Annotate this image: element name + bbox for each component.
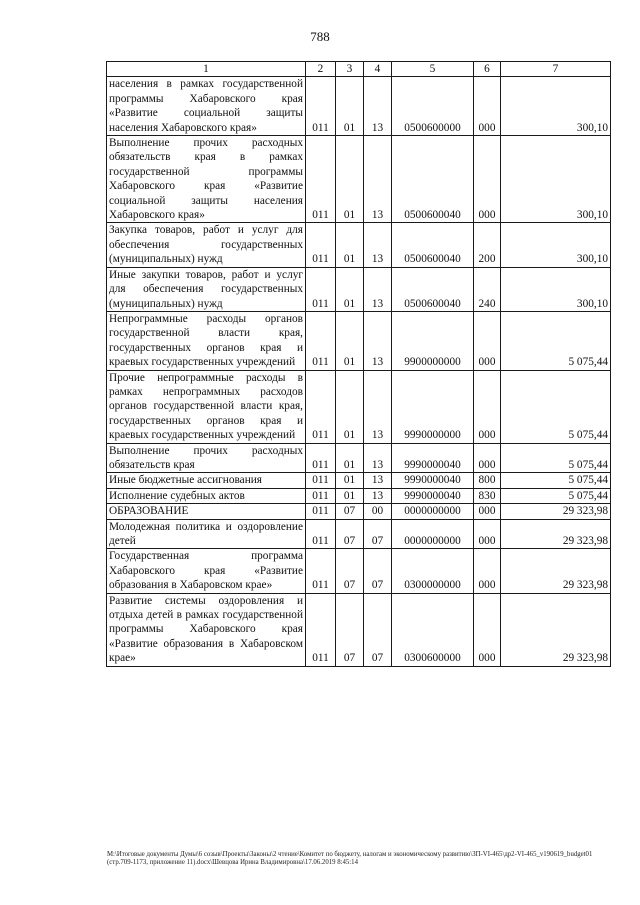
row-amount: 29 323,98 [501,593,611,666]
row-expense-type: 000 [474,443,501,473]
row-target-article: 0300600000 [392,593,474,666]
row-target-article: 0500600040 [392,267,474,311]
row-ved-code: 011 [306,549,336,593]
row-subsection: 13 [364,77,392,136]
table-row [107,136,611,223]
table-row [107,267,611,311]
row-ved-code: 011 [306,136,336,223]
row-ved-code: 011 [306,488,336,503]
row-target-article: 9900000000 [392,311,474,370]
row-name: Непрограммные расходы органов государственной власти края, государственных органов края и краевых государственных учреждений [107,311,306,370]
table-row [107,311,611,370]
row-target-article: 9990000040 [392,443,474,473]
row-section: 01 [336,136,364,223]
table-row [107,504,611,519]
budget-table [106,61,611,667]
row-ved-code: 011 [306,504,336,519]
row-subsection: 13 [364,311,392,370]
table-row [107,519,611,549]
row-expense-type: 000 [474,519,501,549]
row-expense-type: 000 [474,593,501,666]
column-header: 2 [306,62,336,77]
table-row [107,488,611,503]
row-expense-type: 240 [474,267,501,311]
row-name: Развитие системы оздоровления и отдыха детей в рамках государственной программы Хабаровского края «Развитие образования в Хабаровском крае» [107,593,306,666]
row-amount: 5 075,44 [501,473,611,488]
row-ved-code: 011 [306,77,336,136]
row-target-article: 9990000040 [392,473,474,488]
column-header: 7 [501,62,611,77]
row-expense-type: 000 [474,136,501,223]
row-subsection: 00 [364,504,392,519]
table-row [107,223,611,267]
row-subsection: 13 [364,443,392,473]
row-amount: 5 075,44 [501,488,611,503]
row-subsection: 07 [364,549,392,593]
row-subsection: 13 [364,223,392,267]
row-section: 07 [336,593,364,666]
table-row [107,370,611,443]
row-name: Выполнение прочих расходных обязательств края [107,443,306,473]
column-header: 1 [107,62,306,77]
row-target-article: 9990000000 [392,370,474,443]
row-amount: 5 075,44 [501,370,611,443]
row-expense-type: 000 [474,549,501,593]
row-expense-type: 000 [474,311,501,370]
row-name: населения в рамках государственной программы Хабаровского края «Развитие социальной защиты населения Хабаровского края» [107,77,306,136]
row-name: Молодежная политика и оздоровление детей [107,519,306,549]
row-amount: 29 323,98 [501,549,611,593]
row-ved-code: 011 [306,267,336,311]
row-section: 07 [336,504,364,519]
table-row [107,443,611,473]
row-expense-type: 000 [474,370,501,443]
row-target-article: 0500600040 [392,136,474,223]
row-target-article: 0000000000 [392,504,474,519]
row-subsection: 13 [364,473,392,488]
row-subsection: 07 [364,519,392,549]
row-amount: 300,10 [501,223,611,267]
row-section: 01 [336,443,364,473]
column-header: 6 [474,62,501,77]
table-row [107,77,611,136]
row-amount: 29 323,98 [501,519,611,549]
row-target-article: 0000000000 [392,519,474,549]
row-name: Закупка товаров, работ и услуг для обеспечения государственных (муниципальных) нужд [107,223,306,267]
table-header-row [107,62,611,77]
row-expense-type: 200 [474,223,501,267]
row-section: 01 [336,370,364,443]
row-ved-code: 011 [306,443,336,473]
row-amount: 29 323,98 [501,504,611,519]
table-row [107,593,611,666]
row-name: Прочие непрограммные расходы в рамках непрограммных расходов органов государственной власти края, государственных органов края и краевых государственных учреждений [107,370,306,443]
row-expense-type: 000 [474,504,501,519]
row-name: Выполнение прочих расходных обязательств края в рамках государственной программы Хабаровского края «Развитие социальной защиты населения Хабаровского края» [107,136,306,223]
row-subsection: 13 [364,370,392,443]
document-path-footer: M:\Итоговые документы Думы\6 созыв\Проекты\Законы\2 чтение\Комитет по бюджету, налогам и экономическому развитию\ЗП-VI-465\др2-VI-465_v190619_budget01 (стр.709-1173, приложение 11).docx\Шевцова Ирина Владимировна\17.06.2019 8:45:14 [107,851,593,867]
row-expense-type: 830 [474,488,501,503]
row-ved-code: 011 [306,223,336,267]
row-name: Иные закупки товаров, работ и услуг для обеспечения государственных (муниципальных) нужд [107,267,306,311]
row-target-article: 0300000000 [392,549,474,593]
row-amount: 5 075,44 [501,443,611,473]
row-section: 07 [336,519,364,549]
row-amount: 300,10 [501,136,611,223]
row-target-article: 0500600040 [392,223,474,267]
column-header: 3 [336,62,364,77]
page-number: 788 [310,29,330,44]
row-section: 01 [336,77,364,136]
column-header: 4 [364,62,392,77]
row-expense-type: 800 [474,473,501,488]
row-name: Исполнение судебных актов [107,488,306,503]
row-section: 01 [336,488,364,503]
row-name: ОБРАЗОВАНИЕ [107,504,306,519]
row-section: 01 [336,473,364,488]
column-header: 5 [392,62,474,77]
row-ved-code: 011 [306,370,336,443]
row-subsection: 13 [364,136,392,223]
row-target-article: 9990000040 [392,488,474,503]
row-amount: 300,10 [501,267,611,311]
row-section: 01 [336,311,364,370]
row-ved-code: 011 [306,473,336,488]
row-name: Иные бюджетные ассигнования [107,473,306,488]
row-amount: 5 075,44 [501,311,611,370]
row-section: 01 [336,267,364,311]
row-section: 01 [336,223,364,267]
row-section: 07 [336,549,364,593]
row-name: Государственная программа Хабаровского края «Развитие образования в Хабаровском крае» [107,549,306,593]
table-row [107,473,611,488]
table-row [107,549,611,593]
row-subsection: 13 [364,488,392,503]
row-expense-type: 000 [474,77,501,136]
row-amount: 300,10 [501,77,611,136]
row-subsection: 13 [364,267,392,311]
row-ved-code: 011 [306,519,336,549]
row-subsection: 07 [364,593,392,666]
row-ved-code: 011 [306,311,336,370]
row-target-article: 0500600000 [392,77,474,136]
row-ved-code: 011 [306,593,336,666]
